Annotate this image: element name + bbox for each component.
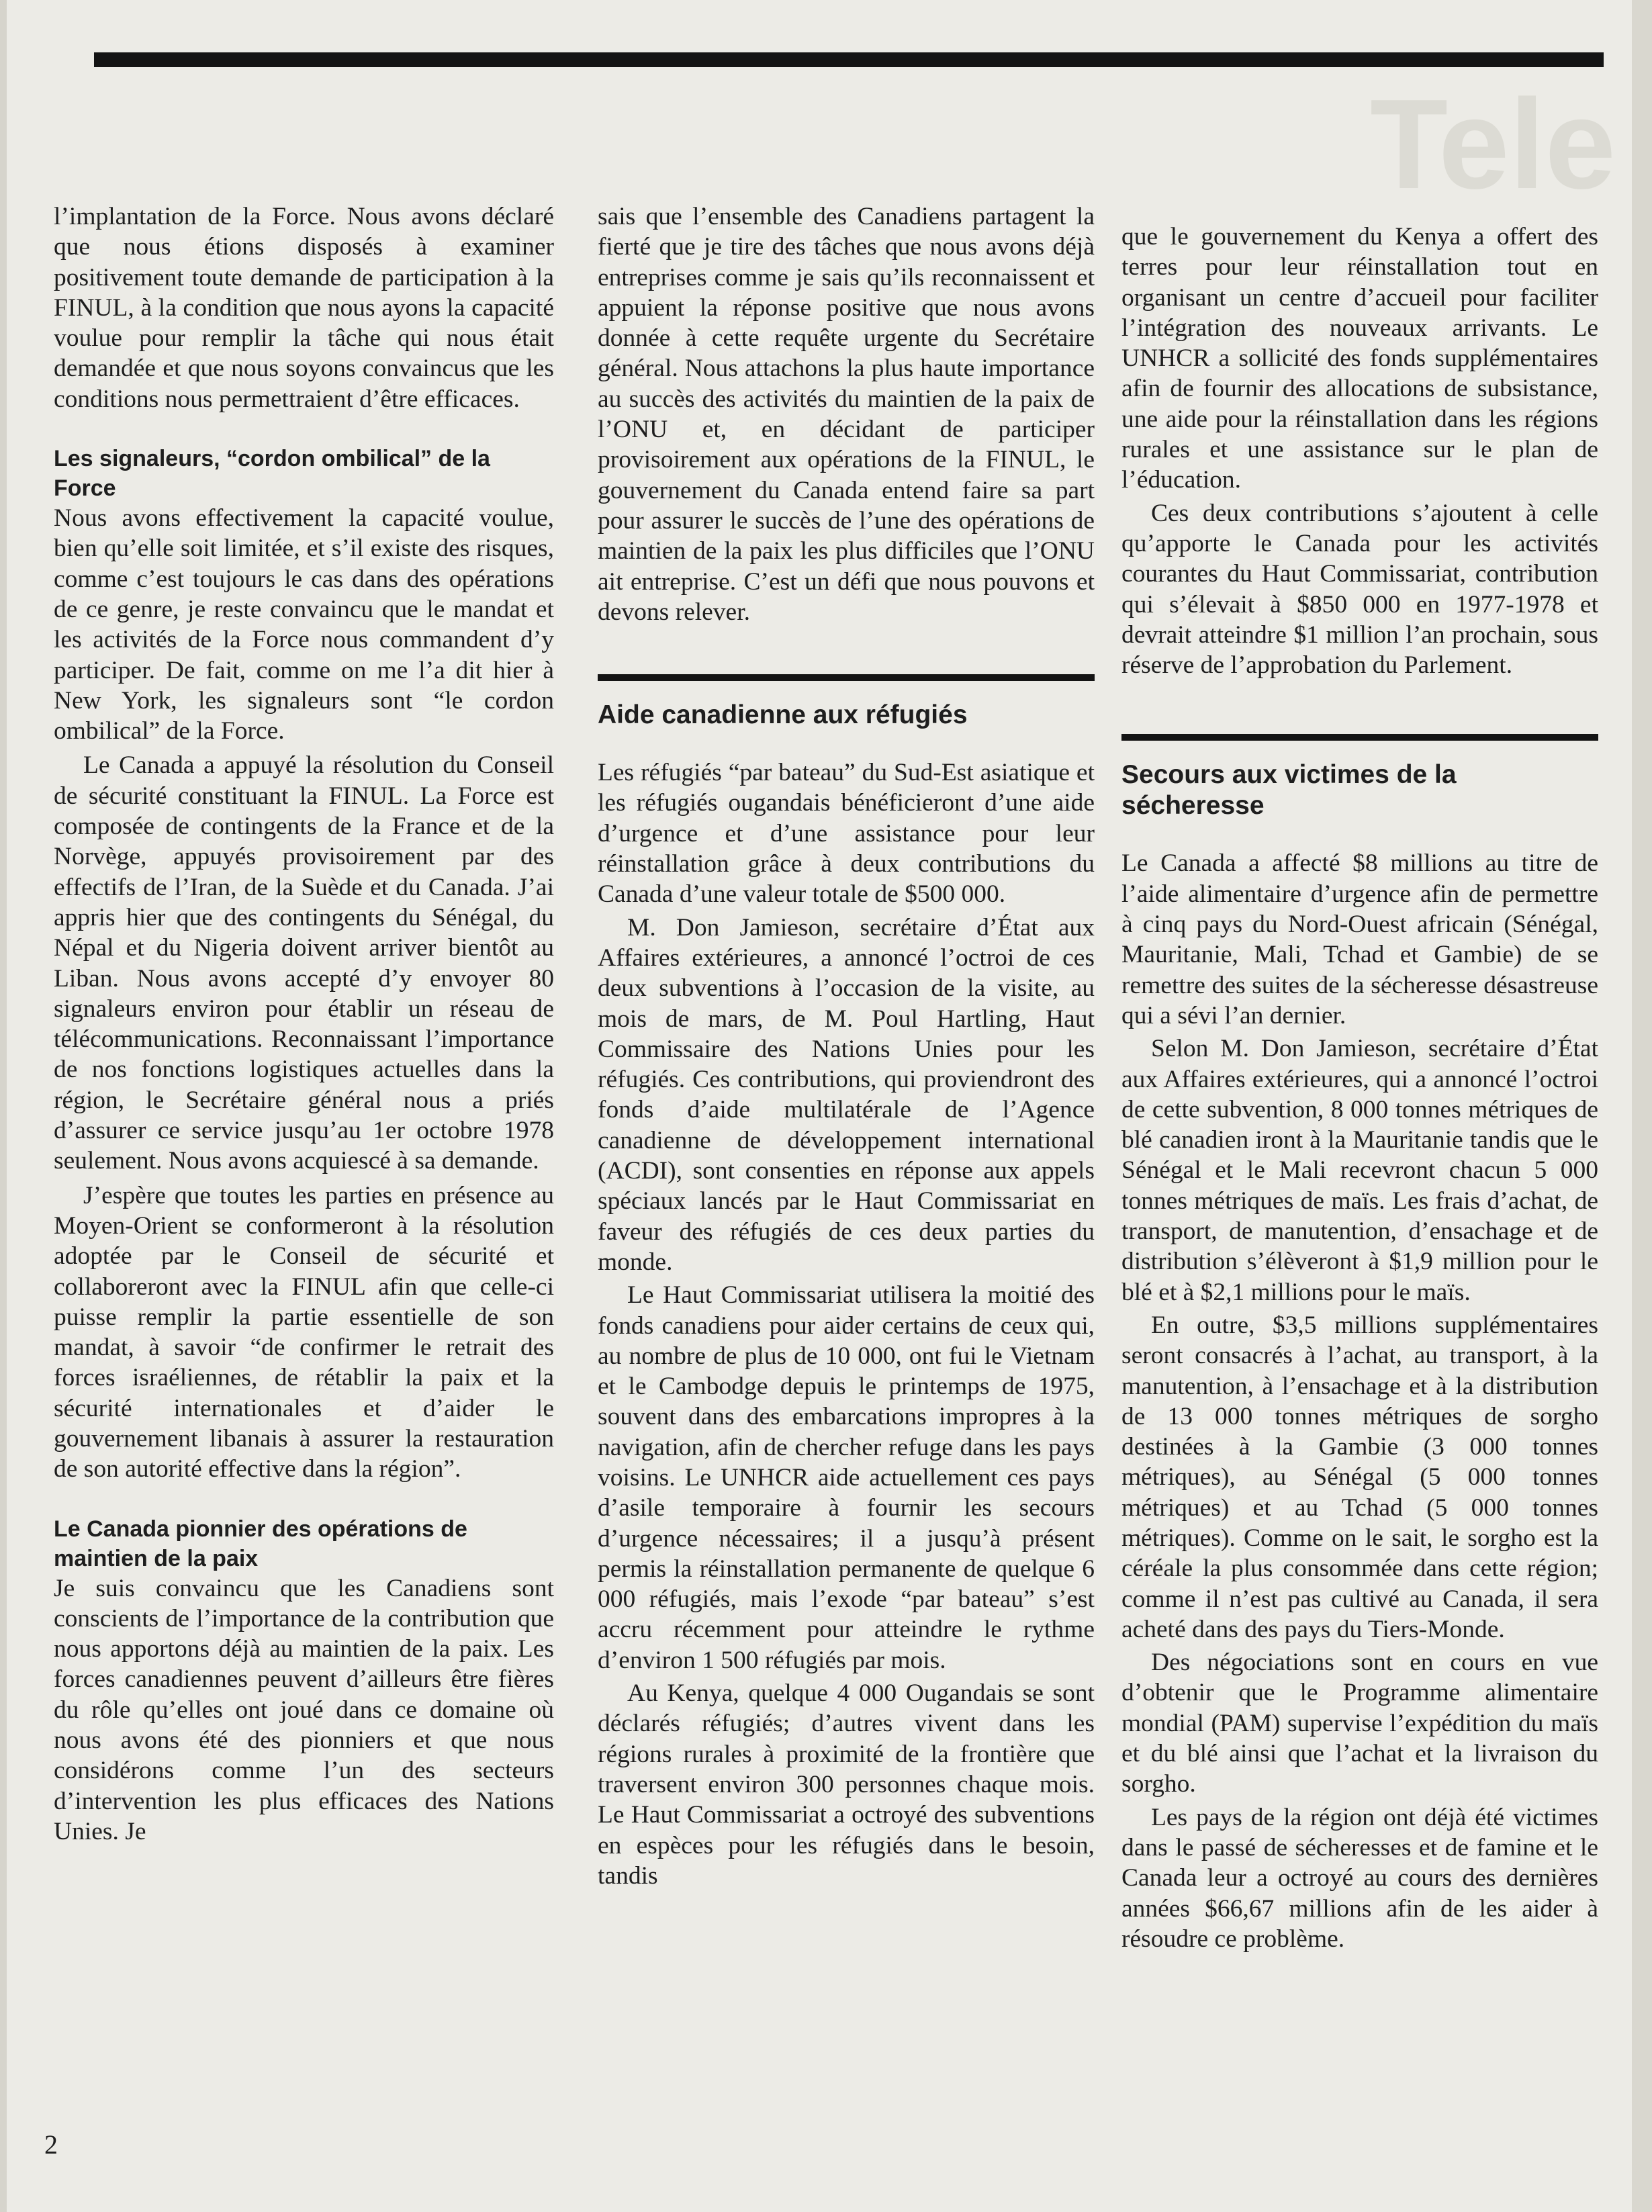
col1-heading-signaleurs: Les signaleurs, “cordon ombilical” de la Force (54, 446, 490, 502)
col3-paragraph-4: Selon M. Don Jamieson, secrétaire d’État aux Affaires extérieures, qui a annoncé l’octroi de cette subvention, 8 000 tonnes métriques de blé canadien iront à la Mauritanie tandis que le Sénégal et le Mali recevront chacun 5 000 tonnes métriques de maïs. Les frais d’achat, de transport, de manutention, d’ensachage et de distribution s’élèveront à $1,9 million pour le blé et à $2,1 millions pour le maïs. (1121, 1035, 1598, 1306)
col2-paragraph-2: Les réfugiés “par bateau” du Sud-Est asiatique et les réfugiés ougandais bénéficieront d’une aide d’urgence et d’une assistance pour leur réinstallation grâce à deux contributions du Canada d’une valeur totale de $500 000. (598, 759, 1095, 909)
show-through-text: Tele (1370, 81, 1616, 208)
column-2 (598, 201, 1095, 1891)
col3-paragraph-3: Le Canada a affecté $8 millions au titre de l’aide alimentaire d’urgence afin de permettre à cinq pays du Nord-Ouest africain (Sénégal, Mauritanie, Mali, Tchad et Gambie) de se remettre des suites de la sécheresse désastreuse qui a sévi l’an dernier. (1121, 849, 1598, 1029)
col2-paragraph-4: Le Haut Commissariat utilisera la moitié des fonds canadiens pour aider certains de ceux qui, au nombre de plus de 10 000, ont fui le Vietnam et le Cambodge depuis le printemps de 1975, souvent dans des embarcations impropres à la navigation, afin de chercher refuge dans les pays voisins. Le UNHCR aide actuellement ces pays d’asile temporaire à fournir les secours d’urgence nécessaires; il a jusqu’à présent permis la réinstallation permanente de quelque 6 000 réfugiés, mais l’exode “par bateau” s’est accru récemment pour atteindre le rythme d’environ 1 500 réfugiés par mois. (598, 1281, 1095, 1674)
col3-paragraph-6: Des négociations sont en cours en vue d’obtenir que le Programme alimentaire mondial (PAM) supervise l’expédition du maïs et du blé ainsi que l’achat et la livraison du sorgho. (1121, 1649, 1598, 1798)
col3-paragraph-1: que le gouvernement du Kenya a offert des terres pour leur réinstallation tout en organisant un centre d’accueil pour faciliter l’intégration des nouveaux arrivants. Le UNHCR a sollicité des fonds supplémentaires afin de fournir des allocations de subsistance, une aide pour la réinstallation dans les régions rurales et une assistance sur le plan de l’éducation. (1121, 223, 1598, 494)
col2-paragraph-3: M. Don Jamieson, secrétaire d’État aux Affaires extérieures, a annoncé l’octroi de ces deux subventions à l’occasion de la visite, au mois de mars, de M. Poul Hartling, Haut Commissaire des Nations Unies pour les réfugiés. Ces contributions, qui proviendront des fonds d’aide multilatérale de l’Agence canadienne de développement international (ACDI), sont consenties en réponse aux appels spéciaux lancés par le Haut Commissariat en faveur des réfugiés de ces deux parties du monde. (598, 913, 1095, 1276)
col1-heading-pionnier: Le Canada pionnier des opérations de maintien de la paix (54, 1516, 467, 1571)
page-right-edge (1632, 0, 1652, 2212)
col1-paragraph-2: Nous avons effectivement la capacité voulue, bien qu’elle soit limitée, et s’il existe des risques, comme c’est toujours le cas dans des opérations de ce genre, je reste convaincu que le mandat et les activités de la Force nous commandent d’y participer. De fait, comme on me l’a dit hier à New York, les signaleurs sont “le cordon ombilical” de la Force. (54, 504, 554, 745)
col1-paragraph-5: Je suis convaincu que les Canadiens sont conscients de l’importance de la contribution que nous apportons déjà au maintien de la paix. Les forces canadiennes peuvent d’ailleurs être fières du rôle qu’elles ont joué dans ce domaine où nous avons été des pionniers et que nous considérons comme l’un des secteurs d’intervention les plus efficaces des Nations Unies. Je (54, 1574, 554, 1845)
column-1 (54, 201, 554, 1847)
col1-paragraph-1: l’implantation de la Force. Nous avons déclaré que nous étions disposés à examiner positivement toute demande de participation à la FINUL, à la condition que nous ayons la capacité voulue pour remplir la tâche qui nous était demandée et que nous soyons convaincus que les conditions nous permettraient d’être efficaces. (54, 203, 554, 413)
page-left-edge (0, 0, 7, 2212)
col3-section-rule (1121, 734, 1598, 741)
col2-paragraph-5: Au Kenya, quelque 4 000 Ougandais se sont déclarés réfugiés; d’autres vivent dans les régions rurales à proximité de la frontière que traversent environ 300 personnes chaque mois. Le Haut Commissariat a octroyé des subventions en espèces pour les réfugiés dans le besoin, tandis (598, 1679, 1095, 1890)
col3-paragraph-5: En outre, $3,5 millions supplémentaires seront consacrés à l’achat, au transport, à la manutention, à l’ensachage et à la distribution de 13 000 tonnes métriques de sorgho destinées à la Gambie (3 000 tonnes métriques), au Sénégal (5 000 tonnes métriques) et au Tchad (5 000 tonnes métriques). Comme on le sait, le sorgho est la céréale la plus consommée dans cette région; comme il n’est pas cultivé au Canada, il sera acheté dans des pays du Tiers-Monde. (1121, 1311, 1598, 1643)
col1-paragraph-3: Le Canada a appuyé la résolution du Conseil de sécurité constituant la FINUL. La Force est composée de contingents de la France et de la Norvège, appuyés provisoirement par des effectifs de l’Iran, de la Suède et du Canada. J’ai appris hier que des contingents du Sénégal, du Népal et du Nigeria doivent arriver bientôt au Liban. Nous avons accepté d’y envoyer 80 signaleurs environ pour établir un réseau de télécommunications. Reconnaissant l’importance de nos fonctions logistiques actuelles dans la région, le Secrétaire général nous a priés d’assurer ce service jusqu’au 1er octobre 1978 seulement. Nous avons acquiescé à sa demande. (54, 751, 554, 1175)
col2-paragraph-1: sais que l’ensemble des Canadiens partagent la fierté que je tire des tâches que nous avons déjà entreprises comme je sais qu’ils reconnaissent et appuient la réponse positive que nous avons donnée à cette requête urgente du Secrétaire général. Nous attachons la plus haute importance au succès des activités du maintien de la paix de l’ONU et, en décidant de participer provisoirement aux opérations de la FINUL, le gouvernement du Canada entend faire sa part pour assurer le succès de l’une des opérations de maintien de la paix les plus difficiles que l’ONU ait entreprise. C’est un défi que nous pouvons et devons relever. (598, 203, 1095, 626)
col2-section-rule (598, 674, 1095, 681)
top-rule (94, 52, 1604, 67)
page-number: 2 (44, 2129, 58, 2160)
col3-paragraph-7: Les pays de la région ont déjà été victimes dans le passé de sécheresses et de famine et le Canada leur a octroyé au cours des dernières années $66,67 millions afin de les aider à résoudre ce problème. (1121, 1803, 1598, 1953)
col3-heading-secheresse: Secours aux victimes de la sécheresse (1121, 760, 1457, 821)
col1-paragraph-4: J’espère que toutes les parties en présence au Moyen-Orient se conformeront à la résolution adoptée par le Conseil de sécurité et collaboreront avec la FINUL afin que celle-ci puisse remplir la partie essentielle de son mandat, à savoir “de confirmer le retrait des forces israéliennes, de rétablir la paix et la sécurité internationales et d’aider le gouvernement libanais à assurer la restauration de son autorité effective dans la région”. (54, 1181, 554, 1483)
column-3 (1121, 222, 1598, 1954)
col3-paragraph-2: Ces deux contributions s’ajoutent à celle qu’apporte le Canada pour les activités courantes du Haut Commissariat, contribution qui s’élevait à $850 000 en 1977-1978 et devrait atteindre $1 million l’an prochain, sous réserve de l’approbation du Parlement. (1121, 499, 1598, 680)
col2-heading-refugies: Aide canadienne aux réfugiés (598, 700, 968, 730)
